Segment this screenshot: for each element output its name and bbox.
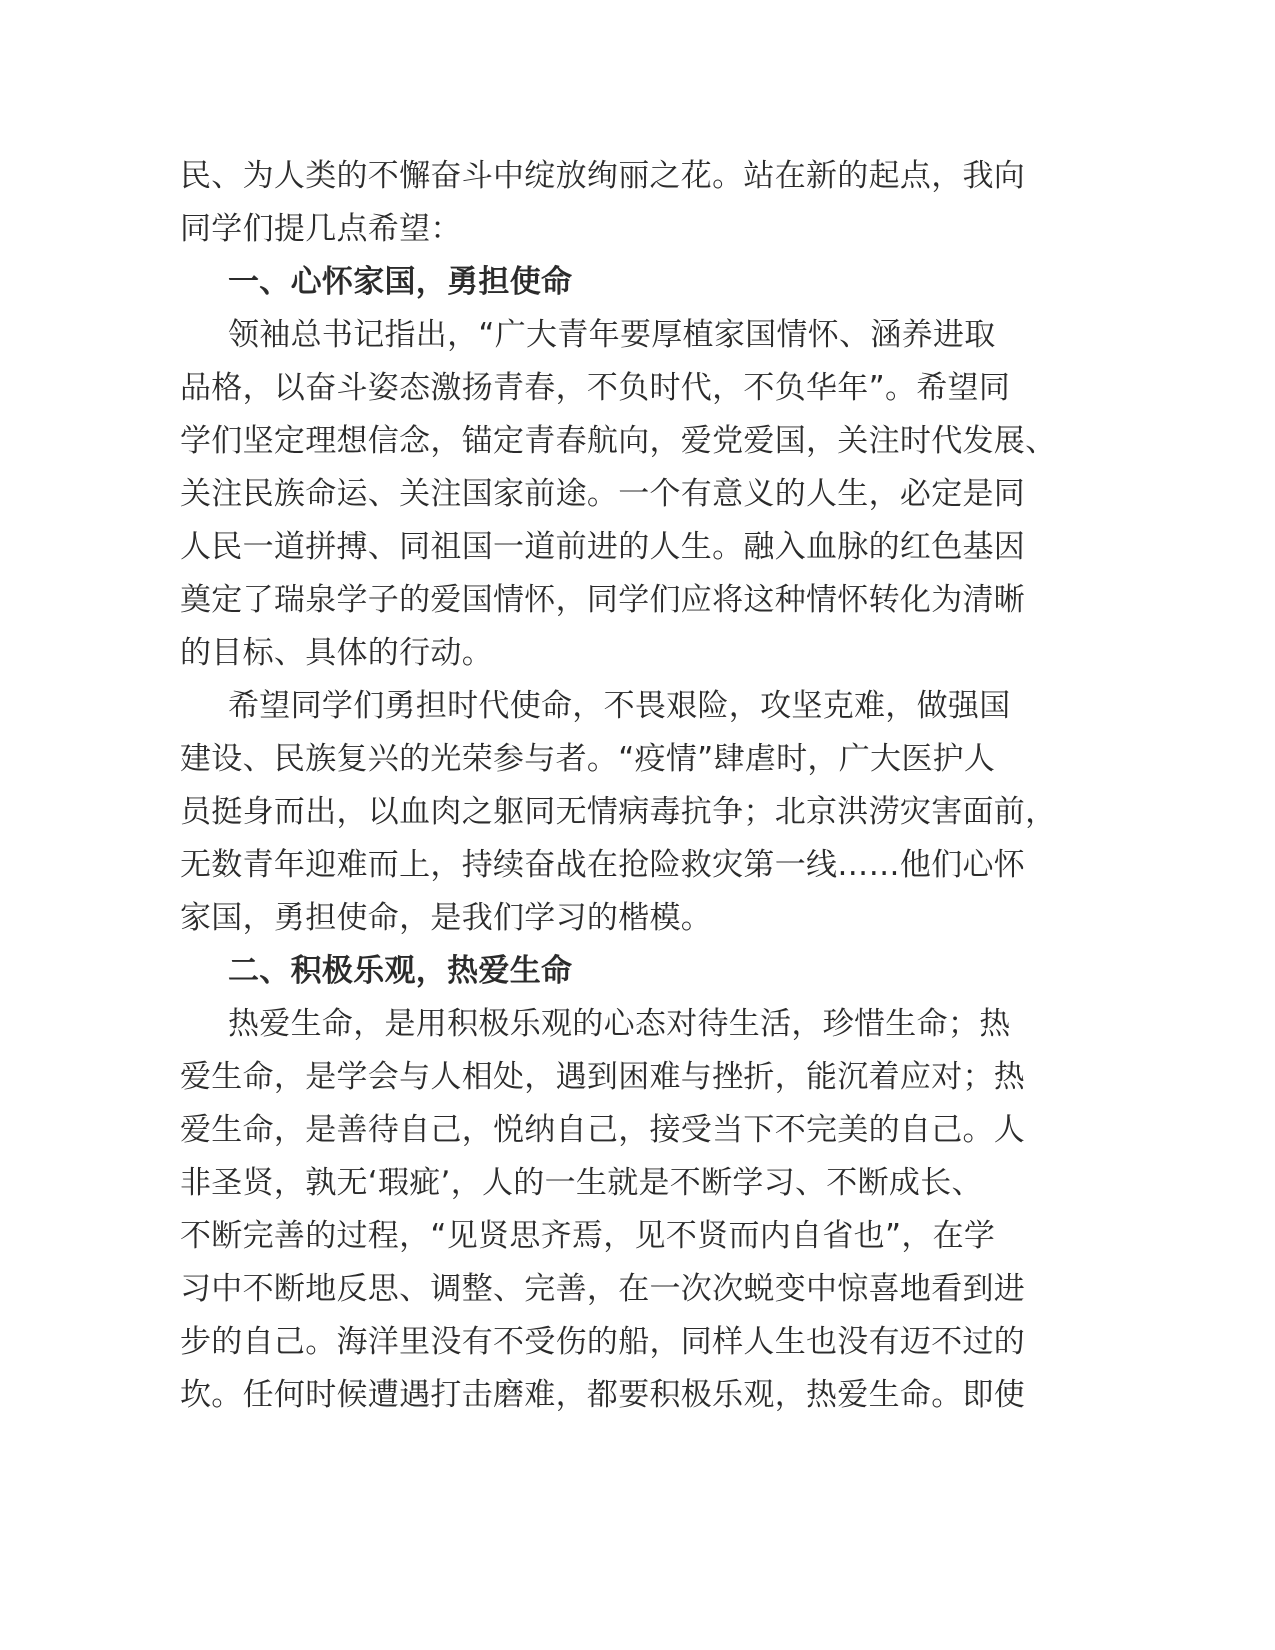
- text-line: 爱生命，是善待自己，悦纳自己，接受当下不完美的自己。人: [180, 1112, 1026, 1148]
- text-line: 非圣贤，孰无‘瑕疵’，人的一生就是不断学习、不断成长、: [180, 1165, 983, 1201]
- text-line: 领袖总书记指出，“广大青年要厚植家国情怀、涵养进取: [228, 317, 996, 353]
- text-line: 热爱生命，是用积极乐观的心态对待生活，珍惜生命；热: [228, 1006, 1011, 1042]
- text-line: 无数青年迎难而上，持续奋战在抢险救灾第一线……他们心怀: [180, 847, 1026, 883]
- text-line: 人民一道拼搏、同祖国一道前进的人生。融入血脉的红色基因: [180, 529, 1026, 565]
- heading-text: 一、心怀家国，勇担使命: [228, 264, 573, 300]
- text-line: 民、为人类的不懈奋斗中绽放绚丽之花。站在新的起点，我向: [180, 158, 1026, 194]
- paragraph-love-life: [180, 998, 1080, 1422]
- text-line: 不断完善的过程，“见贤思齐焉，见不贤而内自省也”，在学: [180, 1218, 996, 1254]
- text-line: 的目标、具体的行动。: [180, 635, 493, 671]
- text-line: 坎。任何时候遭遇打击磨难，都要积极乐观，热爱生命。即使: [180, 1377, 1026, 1413]
- heading-text: 二、积极乐观，热爱生命: [228, 953, 573, 989]
- text-line: 关注民族命运、关注国家前途。一个有意义的人生，必定是同: [180, 476, 1026, 512]
- paragraph-mission: [180, 680, 1080, 945]
- text-line: 品格，以奋斗姿态激扬青春，不负时代，不负华年”。希望同: [180, 370, 1011, 406]
- text-line: 家国，勇担使命，是我们学习的楷模。: [180, 900, 713, 936]
- text-line: 建设、民族复兴的光荣参与者。“疫情”肆虐时，广大医护人: [180, 741, 996, 777]
- text-line: 奠定了瑞泉学子的爱国情怀，同学们应将这种情怀转化为清晰: [180, 582, 1026, 618]
- section-heading-2: [180, 945, 1080, 998]
- text-line: 同学们提几点希望：: [180, 211, 462, 247]
- text-line: 学们坚定理想信念，锚定青春航向，爱党爱国，关注时代发展、: [180, 423, 1057, 459]
- section-heading-1: [180, 256, 1080, 309]
- text-line: 习中不断地反思、调整、完善，在一次次蜕变中惊喜地看到进: [180, 1271, 1026, 1307]
- text-line: 步的自己。海洋里没有不受伤的船，同样人生也没有迈不过的: [180, 1324, 1026, 1360]
- paragraph-family-country: [180, 309, 1080, 680]
- text-line: 员挺身而出，以血肉之躯同无情病毒抗争；北京洪涝灾害面前，: [180, 794, 1057, 830]
- text-line: 爱生命，是学会与人相处，遇到困难与挫折，能沉着应对；热: [180, 1059, 1026, 1095]
- paragraph-intro-continuation: [180, 150, 1080, 256]
- text-line: 希望同学们勇担时代使命，不畏艰险，攻坚克难，做强国: [228, 688, 1011, 724]
- document-page: [180, 150, 1080, 1422]
